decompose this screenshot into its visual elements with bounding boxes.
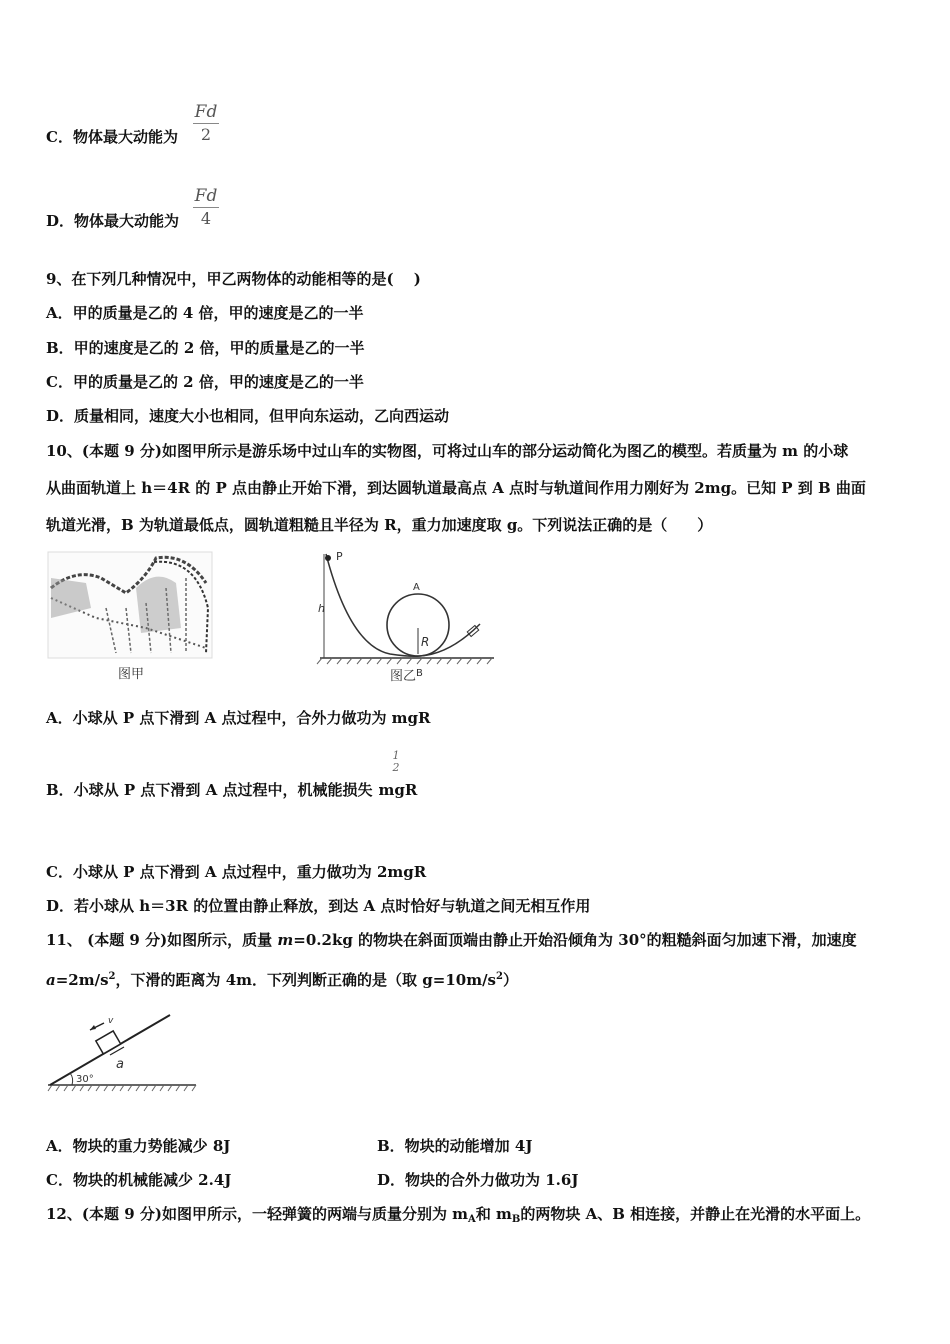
q11-option-b: B．物块的动能增加 4J <box>377 1137 533 1155</box>
q10-stem-line2: 从曲面轨道上 h＝4R 的 P 点由静止开始下滑，到达圆轨道最高点 A 点时与轨道间作用力刚好为 2mg。已知 P 到 B 曲面 <box>46 479 866 497</box>
q8-option-c-text: C．物体最大动能为 <box>46 128 178 146</box>
fig-label-h: h <box>318 602 325 615</box>
incline-label-v: v <box>108 1016 114 1026</box>
q9-option-a: A．甲的质量是乙的 4 倍，甲的速度是乙的一半 <box>46 304 364 322</box>
q8-option-d <box>46 210 179 232</box>
q10-stem-line1: 10、(本题 9 分)如图甲所示是游乐场中过山车的实物图，可将过山车的部分运动简化为图乙的模型。若质量为 m 的小球 <box>46 442 849 460</box>
fig-label-r: R <box>421 635 430 649</box>
q8-option-c-fraction: Fd 2 <box>194 102 218 144</box>
q10-option-a: A．小球从 P 点下滑到 A 点过程中，合外力做功为 mgR <box>46 709 431 727</box>
q9-option-c: C．甲的质量是乙的 2 倍，甲的速度是乙的一半 <box>46 373 364 391</box>
q11-stem-line1: 11、 (本题 9 分)如图所示，质量 m=0.2kg 的物块在斜面顶端由静止开始沿倾角为 30°的粗糙斜面匀加速下滑，加速度 <box>46 931 857 949</box>
q11-option-a: A．物块的重力势能减少 8J <box>46 1137 231 1155</box>
roller-coaster-photo-figure <box>46 548 216 684</box>
fig-jia-caption: 图甲 <box>118 667 145 682</box>
incline-label-angle: 30° <box>76 1074 94 1085</box>
q10-option-d: D．若小球从 h＝3R 的位置由静止释放，到达 A 点时恰好与轨道之间无相互作用 <box>46 897 591 915</box>
fig-label-a: A <box>413 582 420 593</box>
q11-stem-line2: $a=2m/s^2$，下滑的距离为 4m．下列判断正确的是（取 $g=10m/s^2$） <box>46 971 518 989</box>
track-model-figure <box>310 546 500 686</box>
fig-label-p: P <box>336 550 343 563</box>
q12-stem: 12、(本题 9 分)如图甲所示，一轻弹簧的两端与质量分别为 $m_A$和 $m_B$的两物块 A、B 相连接，并静止在光滑的水平面上。 <box>46 1205 871 1225</box>
q10-stem-line3: 轨道光滑，B 为轨道最低点，圆轨道粗糙且半径为 R，重力加速度取 g。下列说法正确的是（ ） <box>46 516 713 534</box>
q8-option-d-text: D．物体最大动能为 <box>46 212 180 230</box>
q10-option-c: C．小球从 P 点下滑到 A 点过程中，重力做功为 2mgR <box>46 863 427 881</box>
q11-option-c: C．物块的机械能减少 2.4J <box>46 1171 232 1189</box>
q11-option-d: D．物块的合外力做功为 1.6J <box>377 1171 579 1189</box>
q8-option-c <box>46 126 178 148</box>
q10-option-b-fraction: 1 2 <box>392 749 400 774</box>
q10-option-b: B．小球从 P 点下滑到 A 点过程中，机械能损失 mgR <box>46 781 418 799</box>
q9-stem: 9、在下列几种情况中，甲乙两物体的动能相等的是( ) <box>46 270 421 288</box>
q8-option-d-fraction: Fd 4 <box>194 186 218 228</box>
q9-option-b: B．甲的速度是乙的 2 倍，甲的质量是乙的一半 <box>46 339 365 357</box>
fig-yi-caption: 图乙$^B$ <box>390 668 423 684</box>
incline-label-a: a <box>116 1057 124 1072</box>
incline-figure <box>46 1005 202 1101</box>
q9-option-d: D．质量相同，速度大小也相同，但甲向东运动，乙向西运动 <box>46 407 450 425</box>
